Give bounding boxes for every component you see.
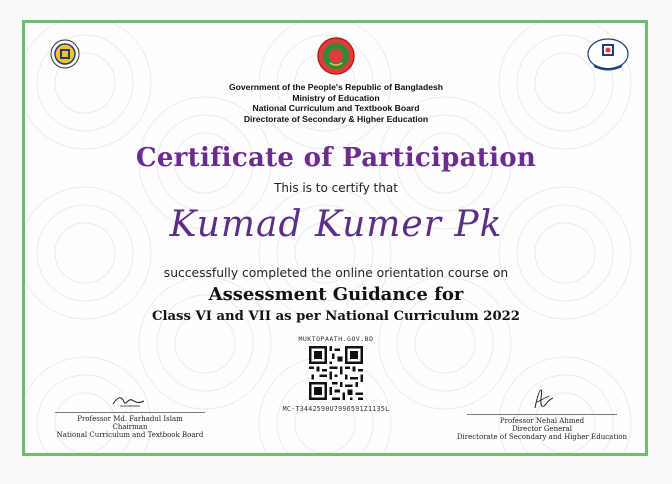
website-label: MUKTOPAATH.GOV.BD bbox=[298, 335, 374, 343]
signature-left-icon bbox=[110, 392, 150, 410]
directorate-seal-icon bbox=[50, 38, 80, 70]
recipient-name: Kumad Kumer Pk bbox=[169, 204, 503, 245]
signatory-left-org: National Curriculum and Textbook Board bbox=[56, 431, 204, 439]
issuer-header bbox=[0, 82, 672, 124]
signature-line-right bbox=[467, 414, 617, 415]
course-title-line1: Assessment Guidance for bbox=[208, 284, 464, 305]
course-title-line2: Class VI and VII as per National Curriculum 2022 bbox=[152, 309, 520, 324]
signatory-right-name: Professor Nehal Ahmed bbox=[499, 417, 585, 425]
signatory-left bbox=[42, 392, 218, 439]
signatory-left-name: Professor Md. Farhadul Islam bbox=[77, 415, 183, 423]
certificate-title: Certificate of Participation bbox=[135, 143, 537, 173]
signature-right-icon bbox=[527, 386, 557, 412]
government-of-bangladesh-emblem-icon bbox=[316, 36, 356, 76]
qr-code-icon bbox=[309, 346, 363, 400]
header-government: Government of the People's Republic of Bangladesh bbox=[228, 82, 444, 92]
header-board: National Curriculum and Textbook Board bbox=[252, 103, 420, 113]
certificate-code: MC-T3442590U7996591Z1135L bbox=[282, 405, 390, 413]
signatory-right-title: Director General bbox=[511, 425, 572, 433]
signatory-left-title: Chairman bbox=[112, 423, 148, 431]
signature-line-left bbox=[55, 412, 205, 413]
signatory-right-org: Directorate of Secondary and Higher Education bbox=[456, 433, 628, 441]
completion-text: successfully completed the online orientation course on bbox=[163, 266, 509, 280]
nctb-emblem-icon bbox=[586, 36, 630, 72]
certify-text: This is to certify that bbox=[274, 181, 398, 195]
signatory-right bbox=[444, 386, 640, 441]
header-directorate: Directorate of Secondary & Higher Education bbox=[243, 113, 429, 124]
header-ministry: Ministry of Education bbox=[292, 92, 380, 103]
